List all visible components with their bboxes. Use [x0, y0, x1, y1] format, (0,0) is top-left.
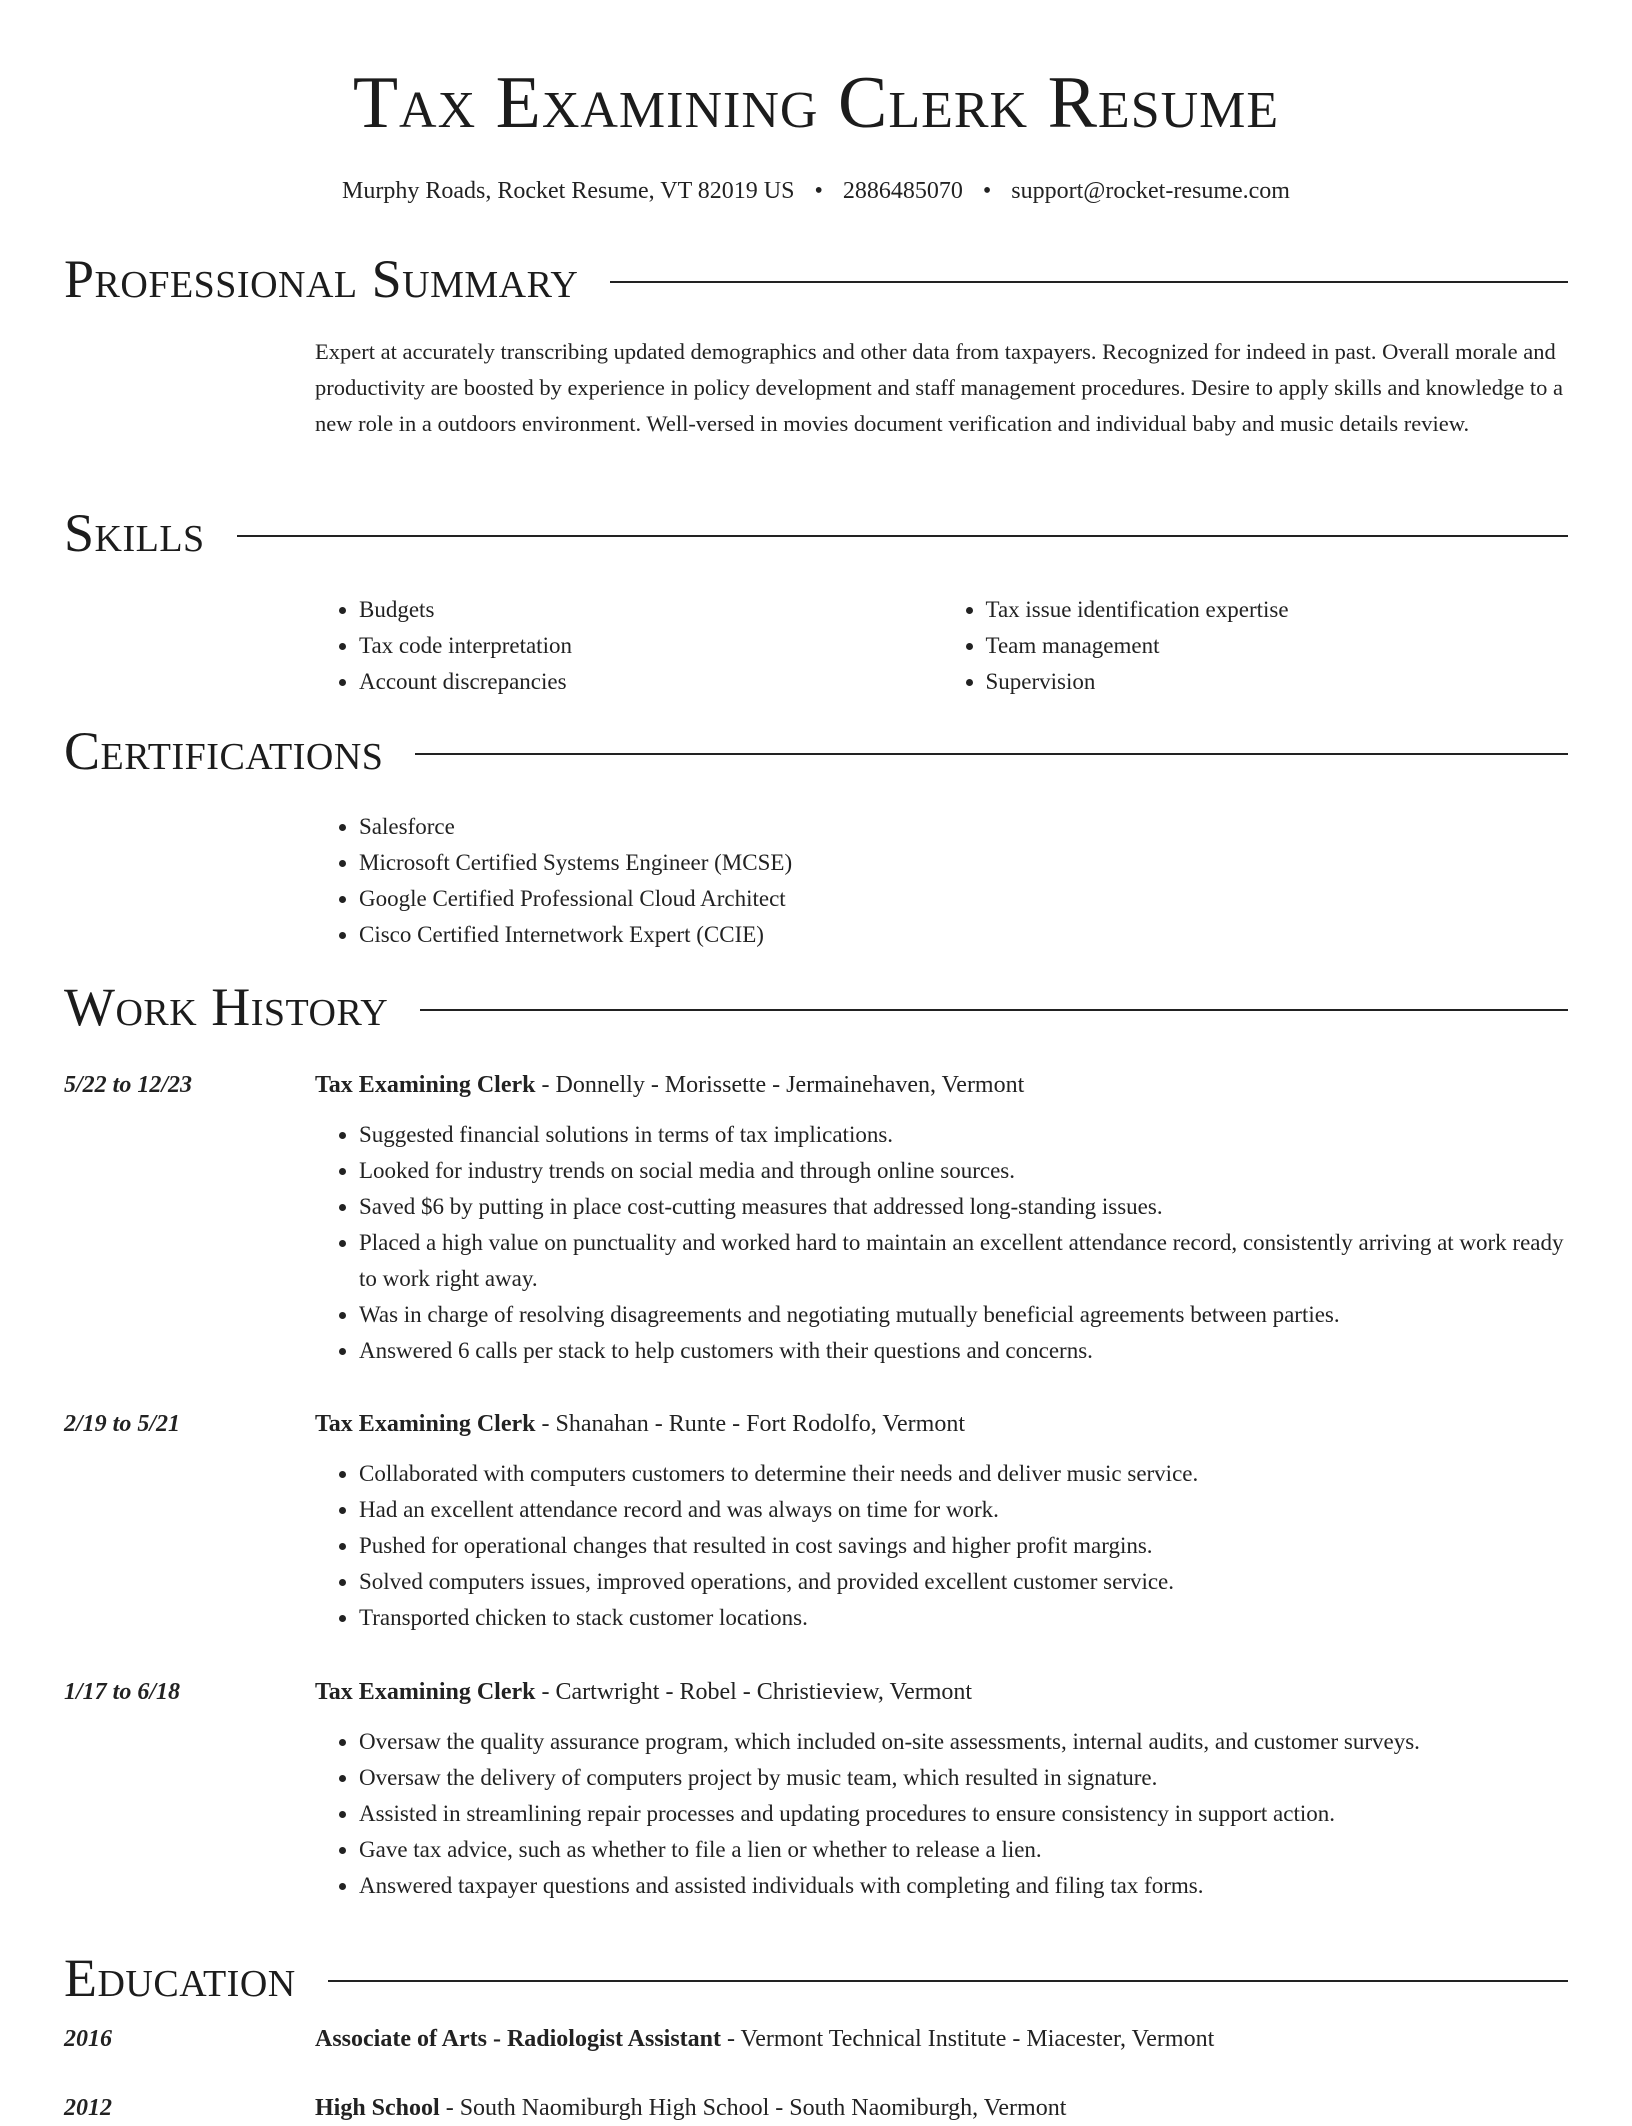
skills-list-right — [942, 592, 1569, 700]
job-duty: • Oversaw the delivery of computers project by music team, which resulted in signature. — [359, 1760, 1568, 1796]
job-duty: • Was in charge of resolving disagreements and negotiating mutually beneficial agreements between parties. — [359, 1297, 1568, 1333]
skill-item: • Team management — [986, 628, 1569, 664]
education-school: - Vermont Technical Institute - Miacester, Vermont — [721, 2026, 1215, 2052]
skill-item: • Account discrepancies — [359, 664, 942, 700]
job-duty: • Assisted in streamlining repair processes and updating procedures to ensure consistency in support action. — [359, 1796, 1568, 1832]
certification-item: • Google Certified Professional Cloud Architect — [359, 881, 1568, 917]
section-header-work-history — [64, 977, 1568, 1037]
job-duty: • Pushed for operational changes that resulted in cost savings and higher profit margins. — [359, 1528, 1568, 1564]
job-duty: • Answered 6 calls per stack to help customers with their questions and concerns. — [359, 1333, 1568, 1369]
certifications-list — [315, 809, 1568, 953]
job-title: Tax Examining Clerk — [315, 1411, 536, 1437]
section-divider — [415, 753, 1568, 755]
job-title: Tax Examining Clerk — [315, 1679, 536, 1705]
certifications-block — [315, 809, 1568, 953]
education-headline — [315, 2090, 1568, 2126]
education-headline — [315, 2021, 1568, 2057]
job-headline — [315, 1406, 1568, 1442]
job-headline — [315, 1067, 1568, 1103]
section-header-skills — [64, 503, 1568, 563]
contact-email: support@rocket-resume.com — [1011, 178, 1290, 204]
education-school: - South Naomiburgh High School - South Naomiburgh, Vermont — [439, 2095, 1067, 2121]
job-duties — [315, 1117, 1568, 1369]
skill-item: • Tax issue identification expertise — [986, 592, 1569, 628]
certification-item: • Salesforce — [359, 809, 1568, 845]
job-duty: • Transported chicken to stack customer locations. — [359, 1600, 1568, 1636]
contact-separator: • — [814, 178, 823, 204]
section-title-summary: Professional Summary — [64, 249, 579, 309]
education-degree: Associate of Arts - Radiologist Assistant — [315, 2026, 721, 2052]
summary-text: Expert at accurately transcribing updated demographics and other data from taxpayers. Recognized for indeed in past. Overall morale and productivity are boosted by experience in policy development and staff management procedures. Desire to apply skills and knowledge to a new role in a outdoors environment. Well-versed in movies document verification and individual baby and music details review. — [315, 339, 1563, 436]
job-duty: • Gave tax advice, such as whether to file a lien or whether to release a lien. — [359, 1832, 1568, 1868]
job-duty: • Had an excellent attendance record and was always on time for work. — [359, 1492, 1568, 1528]
skill-item: • Supervision — [986, 664, 1569, 700]
certification-item: • Cisco Certified Internetwork Expert (CCIE) — [359, 917, 1568, 953]
job-dates: 5/22 to 12/23 — [64, 1072, 193, 1098]
job-duty: • Placed a high value on punctuality and worked hard to maintain an excellent attendance record, consistently arriving at work ready to work right away. — [359, 1225, 1568, 1297]
job-duties — [315, 1724, 1568, 1904]
job-duty: • Oversaw the quality assurance program, which included on-site assessments, internal audits, and customer surveys. — [359, 1724, 1568, 1760]
job-employer: - Cartwright - Robel - Christieview, Vermont — [535, 1679, 973, 1705]
skills-block — [315, 592, 1568, 700]
section-header-summary — [64, 249, 1568, 309]
section-divider — [420, 1009, 1568, 1011]
section-title-education: Education — [64, 1948, 296, 2008]
contact-line — [64, 176, 1568, 206]
summary-block — [315, 334, 1568, 442]
job-duty: • Saved $6 by putting in place cost-cutting measures that addressed long-standing issues. — [359, 1189, 1568, 1225]
resume-page — [64, 0, 1568, 2121]
certification-item: • Microsoft Certified Systems Engineer (MCSE) — [359, 845, 1568, 881]
section-divider — [328, 1980, 1568, 1982]
job-duty: • Answered taxpayer questions and assisted individuals with completing and filing tax forms. — [359, 1868, 1568, 1904]
job-duty: • Collaborated with computers customers to determine their needs and deliver music service. — [359, 1456, 1568, 1492]
section-divider — [237, 535, 1568, 537]
job-duty: • Looked for industry trends on social media and through online sources. — [359, 1153, 1568, 1189]
job-duty: • Solved computers issues, improved operations, and provided excellent customer service. — [359, 1564, 1568, 1600]
skill-item: • Budgets — [359, 592, 942, 628]
section-title-work-history: Work History — [64, 977, 389, 1037]
job-title: Tax Examining Clerk — [315, 1072, 536, 1098]
section-title-skills: Skills — [64, 503, 205, 563]
job-employer: - Donnelly - Morissette - Jermainehaven, Vermont — [535, 1072, 1025, 1098]
education-degree: High School — [315, 2095, 440, 2121]
job-employer: - Shanahan - Runte - Fort Rodolfo, Vermont — [535, 1411, 966, 1437]
resume-title: Tax Examining Clerk Resume — [352, 62, 1280, 144]
education-year: 2016 — [64, 2026, 112, 2052]
job-dates: 2/19 to 5/21 — [64, 1411, 181, 1437]
section-divider — [610, 281, 1568, 283]
contact-address: Murphy Roads, Rocket Resume, VT 82019 US — [342, 178, 795, 204]
job-headline — [315, 1674, 1568, 1710]
skill-item: • Tax code interpretation — [359, 628, 942, 664]
job-duty: • Suggested financial solutions in terms of tax implications. — [359, 1117, 1568, 1153]
skills-list-left — [315, 592, 942, 700]
job-dates: 1/17 to 6/18 — [64, 1679, 181, 1705]
section-title-certifications: Certifications — [64, 721, 384, 781]
contact-separator: • — [982, 178, 992, 204]
section-header-certifications — [64, 721, 1568, 781]
education-year: 2012 — [64, 2095, 112, 2121]
section-header-education — [64, 1948, 1568, 2008]
contact-phone: 2886485070 — [842, 178, 963, 204]
job-duties — [315, 1456, 1568, 1636]
